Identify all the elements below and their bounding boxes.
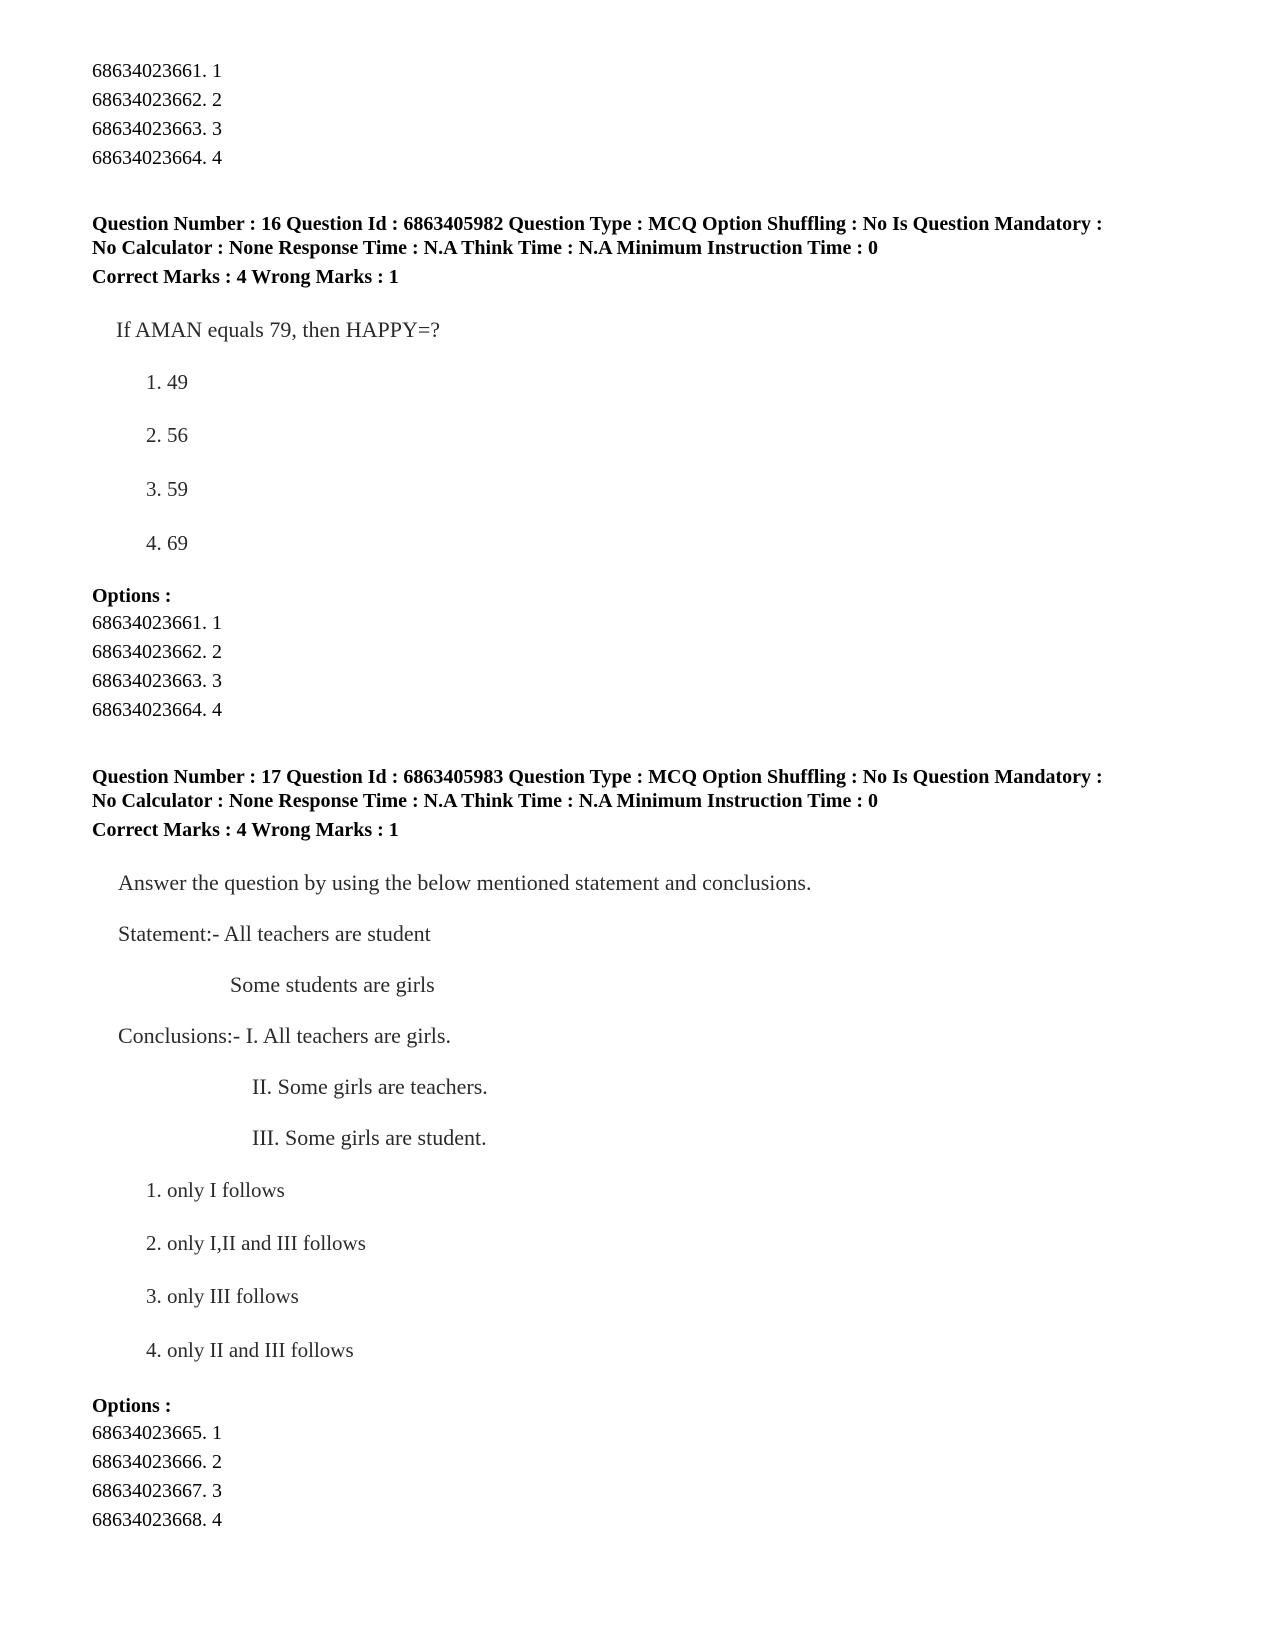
conclusion-line: II. Some girls are teachers. — [252, 1074, 488, 1099]
answer-choice: 2. 56 — [146, 423, 188, 447]
answer-choice: 1. 49 — [146, 370, 188, 394]
options-label: Options : — [92, 1395, 172, 1417]
option-line: 68634023668. 4 — [92, 1509, 222, 1531]
option-line: 68634023663. 3 — [92, 118, 222, 140]
option-line: 68634023663. 3 — [92, 670, 222, 692]
answer-choice: 4. only II and III follows — [146, 1338, 354, 1362]
option-line: 68634023666. 2 — [92, 1451, 222, 1473]
question-text: If AMAN equals 79, then HAPPY=? — [116, 317, 441, 342]
option-line: 68634023664. 4 — [92, 699, 222, 721]
question-marks: Correct Marks : 4 Wrong Marks : 1 — [92, 266, 399, 288]
option-line: 68634023662. 2 — [92, 89, 222, 111]
question-intro: Answer the question by using the below mentioned statement and conclusions. — [118, 870, 812, 895]
question-meta-line: Question Number : 17 Question Id : 6863405983 Question Type : MCQ Option Shuffling : No Is Question Mandatory : — [92, 766, 1103, 788]
question-meta-line: No Calculator : None Response Time : N.A Think Time : N.A Minimum Instruction Time : 0 — [92, 237, 878, 259]
answer-choice: 2. only I,II and III follows — [146, 1231, 366, 1255]
question-meta-line: Question Number : 16 Question Id : 6863405982 Question Type : MCQ Option Shuffling : No Is Question Mandatory : — [92, 213, 1103, 235]
option-line: 68634023664. 4 — [92, 147, 222, 169]
option-line: 68634023665. 1 — [92, 1422, 222, 1444]
statement-line: Statement:- All teachers are student — [118, 921, 431, 946]
conclusion-line: III. Some girls are student. — [252, 1125, 487, 1150]
answer-choice: 3. only III follows — [146, 1284, 299, 1308]
option-line: 68634023661. 1 — [92, 612, 222, 634]
question-meta-line: No Calculator : None Response Time : N.A Think Time : N.A Minimum Instruction Time : 0 — [92, 790, 878, 812]
statement-line: Some students are girls — [230, 972, 435, 997]
option-line: 68634023667. 3 — [92, 1480, 222, 1502]
option-line: 68634023661. 1 — [92, 60, 222, 82]
answer-choice: 3. 59 — [146, 477, 188, 501]
options-label: Options : — [92, 585, 172, 607]
answer-choice: 1. only I follows — [146, 1178, 285, 1202]
answer-choice: 4. 69 — [146, 531, 188, 555]
question-marks: Correct Marks : 4 Wrong Marks : 1 — [92, 819, 399, 841]
option-line: 68634023662. 2 — [92, 641, 222, 663]
conclusion-line: Conclusions:- I. All teachers are girls. — [118, 1023, 451, 1048]
